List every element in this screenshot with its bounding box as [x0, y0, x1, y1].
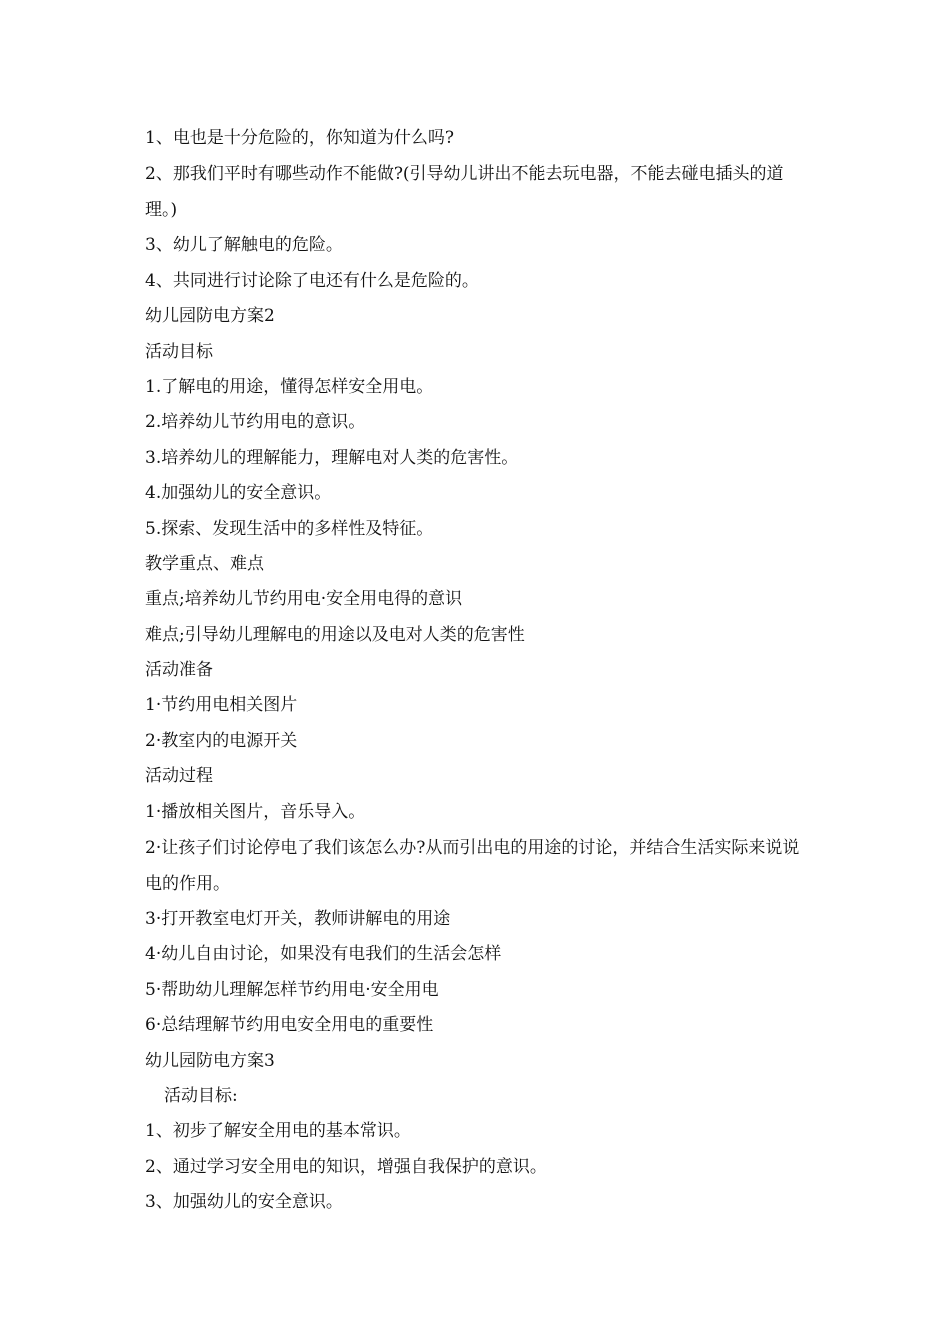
paragraph: 6·总结理解节约用电安全用电的重要性: [145, 1015, 434, 1036]
paragraph: 2、那我们平时有哪些动作不能做?(引导幼儿讲出不能去玩电器，不能去碰电插头的道理。): [145, 164, 784, 221]
paragraph: 4·幼儿自由讨论，如果没有电我们的生活会怎样: [145, 944, 502, 965]
subheading: 活动目标: [145, 341, 213, 362]
paragraph: 3.培养幼儿的理解能力，理解电对人类的危害性。: [145, 447, 519, 468]
document-body: [145, 121, 810, 1221]
paragraph: 1.了解电的用途，懂得怎样安全用电。: [145, 376, 434, 397]
paragraph: 5.探索、发现生活中的多样性及特征。: [145, 518, 434, 539]
paragraph: 重点;培养幼儿节约用电·安全用电得的意识: [145, 589, 463, 610]
paragraph: 1·播放相关图片，音乐导入。: [145, 801, 366, 822]
paragraph: 2·让孩子们讨论停电了我们该怎么办?从而引出电的用途的讨论，并结合生活实际来说说电的作用。: [145, 838, 800, 895]
subheading: 活动过程: [145, 766, 213, 787]
paragraph: 1、初步了解安全用电的基本常识。: [145, 1121, 411, 1142]
section-heading: 幼儿园防电方案3: [145, 1050, 275, 1071]
paragraph: 2.培养幼儿节约用电的意识。: [145, 412, 366, 433]
subheading: 活动准备: [145, 660, 213, 681]
paragraph: 3、幼儿了解触电的危险。: [145, 235, 343, 256]
paragraph: 4、共同进行讨论除了电还有什么是危险的。: [145, 270, 479, 291]
paragraph: 2·教室内的电源开关: [145, 730, 298, 751]
subheading: 活动目标:: [164, 1085, 238, 1106]
paragraph: 3、加强幼儿的安全意识。: [145, 1192, 343, 1213]
section-heading: 幼儿园防电方案2: [145, 306, 275, 327]
paragraph: 3·打开教室电灯开关，教师讲解电的用途: [145, 909, 451, 930]
paragraph: 4.加强幼儿的安全意识。: [145, 483, 332, 504]
paragraph: 1、电也是十分危险的，你知道为什么吗?: [145, 128, 454, 148]
paragraph: 难点;引导幼儿理解电的用途以及电对人类的危害性: [145, 624, 525, 645]
paragraph: 5·帮助幼儿理解怎样节约用电·安全用电: [145, 979, 439, 1000]
paragraph: 2、通过学习安全用电的知识，增强自我保护的意识。: [145, 1156, 547, 1177]
paragraph: 1·节约用电相关图片: [145, 695, 298, 716]
subheading: 教学重点、难点: [145, 553, 264, 574]
